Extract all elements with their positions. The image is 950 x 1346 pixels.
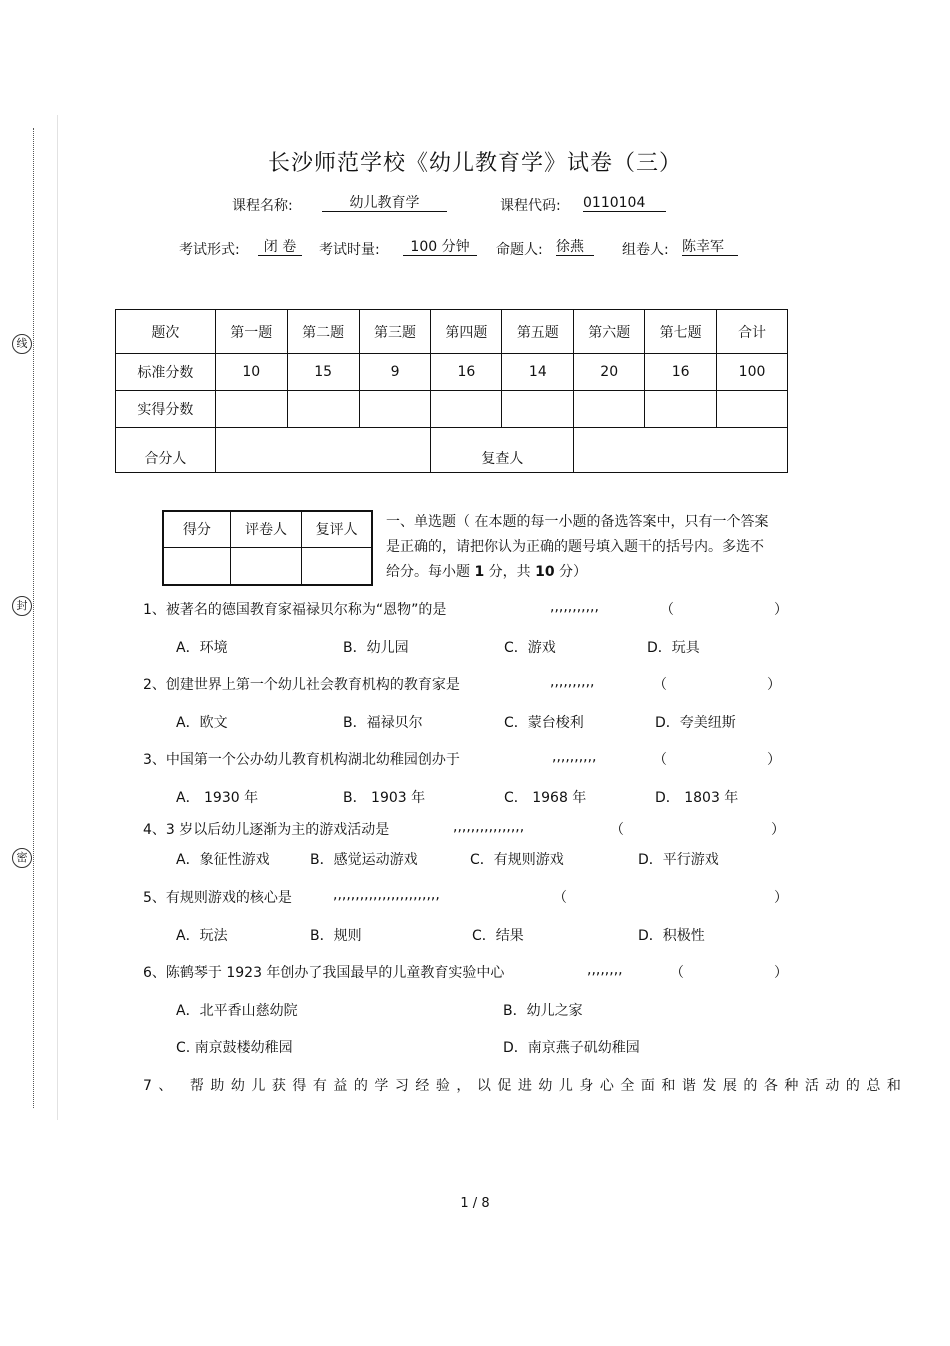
question-3-option-a[interactable]: A． 1930 年 [176, 790, 259, 806]
score-cell: 9 [359, 354, 431, 391]
section1-line3-pre: 给分。每小题 [386, 564, 475, 580]
exam-duration-label: 考试时量: [319, 242, 380, 258]
exam-form-field [258, 239, 302, 256]
question-1-stem: 1、被著名的德国教育家福禄贝尔称为“恩物”的是 [143, 602, 447, 618]
question-2-filler: ,,,,,,,,,, [550, 674, 595, 690]
header-cell: 第七题 [645, 310, 717, 354]
section1-line3-post: 分） [554, 564, 588, 580]
question-3-stem: 3、中国第一个公办幼儿教育机构湖北幼稚园创办于 [143, 752, 460, 768]
question-5-option-c[interactable]: C．结果 [472, 928, 524, 944]
header-cell: 第三题 [359, 310, 431, 354]
seal-mark-mi: 密 [12, 848, 32, 868]
reviewer-signature-cell[interactable] [574, 428, 788, 473]
seal-mark-feng: 封 [12, 596, 32, 616]
actual-score-row [116, 391, 788, 428]
question-2-answer-open: （ [653, 677, 667, 693]
course-code-field [583, 195, 666, 212]
exam-assembler-field [682, 239, 738, 256]
actual-score-cell[interactable] [574, 391, 645, 428]
grader-table [162, 510, 373, 586]
signature-row [116, 428, 788, 473]
question-3-option-d[interactable]: D． 1803 年 [655, 790, 739, 806]
course-code-label: 课程代码: [500, 198, 561, 214]
header-cell: 第二题 [287, 310, 359, 354]
grader-header-row [163, 511, 372, 547]
exam-assembler-label: 组卷人: [622, 242, 669, 258]
header-cell: 合计 [717, 310, 788, 354]
question-1-option-b[interactable]: B．幼儿园 [343, 640, 409, 656]
section1-line2: 是正确的，请把你认为正确的题号填入题干的括号内。多选不 [386, 539, 764, 555]
exam-setter-value: 徐燕 [556, 239, 594, 256]
question-6-option-a[interactable]: A．北平香山慈幼院 [176, 1003, 298, 1019]
question-4-answer-close: ） [771, 822, 785, 838]
question-1-answer-open: （ [660, 602, 674, 618]
section1-line1: 一、单选题（ 在本题的每一小题的备选答案中，只有一个答案 [386, 514, 769, 530]
score-table [115, 309, 788, 473]
question-5-option-a[interactable]: A．玩法 [176, 928, 228, 944]
score-cell: 10 [215, 354, 287, 391]
reviewer-label: 复查人 [431, 428, 574, 473]
question-2-option-a[interactable]: A．欧文 [176, 715, 228, 731]
course-name-label: 课程名称: [232, 198, 293, 214]
question-4-answer-open: （ [610, 822, 624, 838]
course-name-field [322, 195, 447, 212]
header-cell: 第六题 [574, 310, 645, 354]
header-cell: 第一题 [215, 310, 287, 354]
section1-line3 [386, 560, 806, 585]
actual-score-cell[interactable] [645, 391, 717, 428]
grader-input-cell[interactable] [302, 547, 372, 585]
seal-mark-xian: 线 [12, 334, 32, 354]
question-4-filler: ,,,,,,,,,,,,,,,, [453, 819, 525, 835]
score-cell: 15 [287, 354, 359, 391]
score-cell: 100 [717, 354, 788, 391]
question-3-answer-close: ） [767, 752, 781, 768]
grader-header-cell: 评卷人 [230, 511, 301, 547]
question-1-option-a[interactable]: A．环境 [176, 640, 228, 656]
question-1-answer-close: ） [774, 602, 788, 618]
question-2-stem: 2、创建世界上第一个幼儿社会教育机构的教育家是 [143, 677, 460, 693]
section1-instructions [386, 510, 806, 585]
grader-input-row [163, 547, 372, 585]
actual-score-cell[interactable] [215, 391, 287, 428]
row-label: 实得分数 [116, 391, 216, 428]
exam-setter-field [556, 239, 594, 256]
question-5-option-d[interactable]: D．积极性 [638, 928, 705, 944]
question-4-option-d[interactable]: D．平行游戏 [638, 852, 719, 868]
question-2-option-c[interactable]: C．蒙台梭利 [504, 715, 584, 731]
grader-header-cell: 得分 [163, 511, 230, 547]
standard-score-row [116, 354, 788, 391]
actual-score-cell[interactable] [717, 391, 788, 428]
exam-duration-value: 100 分钟 [403, 239, 477, 256]
section1-total-points: 10 [535, 564, 555, 580]
margin-line [57, 115, 58, 1120]
question-3-filler: ,,,,,,,,,, [552, 749, 597, 765]
course-name-value: 幼儿教育学 [322, 195, 447, 212]
combiner-signature-cell[interactable] [215, 428, 431, 473]
exam-duration-field [403, 239, 477, 256]
question-1-filler: ,,,,,,,,,,, [550, 599, 599, 615]
actual-score-cell[interactable] [431, 391, 502, 428]
score-cell: 16 [645, 354, 717, 391]
grader-input-cell[interactable] [163, 547, 230, 585]
question-6-filler: ,,,,,,,, [587, 962, 623, 978]
section1-line3-mid: 分，共 [484, 564, 536, 580]
question-4-option-a[interactable]: A．象征性游戏 [176, 852, 270, 868]
question-4-option-c[interactable]: C．有规则游戏 [470, 852, 564, 868]
score-table-header-row [116, 310, 788, 354]
score-cell: 14 [502, 354, 574, 391]
row-label: 标准分数 [116, 354, 216, 391]
score-cell: 20 [574, 354, 645, 391]
question-7-stem: 7、 帮助幼儿获得有益的学习经验，以促进幼儿身心全面和谐发展的各种活动的总和 [143, 1078, 908, 1094]
grader-input-cell[interactable] [230, 547, 301, 585]
actual-score-cell[interactable] [359, 391, 431, 428]
header-cell: 题次 [116, 310, 216, 354]
question-5-stem: 5、有规则游戏的核心是 [143, 890, 292, 906]
question-6-option-c[interactable]: C. 南京鼓楼幼稚园 [176, 1040, 293, 1056]
header-cell: 第四题 [431, 310, 502, 354]
question-6-option-b[interactable]: B．幼儿之家 [503, 1003, 583, 1019]
question-3-option-c[interactable]: C． 1968 年 [504, 790, 587, 806]
question-1-option-c[interactable]: C．游戏 [504, 640, 556, 656]
score-cell: 16 [431, 354, 502, 391]
exam-form-value: 闭 卷 [258, 239, 302, 256]
question-2-option-b[interactable]: B．福禄贝尔 [343, 715, 423, 731]
question-5-answer-close: ） [774, 890, 788, 906]
question-4-option-b[interactable]: B．感觉运动游戏 [310, 852, 418, 868]
question-5-answer-open: （ [553, 890, 567, 906]
question-2-answer-close: ） [767, 677, 781, 693]
header-cell: 第五题 [502, 310, 574, 354]
page-number: 1 / 8 [460, 1196, 490, 1211]
question-3-answer-open: （ [653, 752, 667, 768]
question-6-stem: 6、陈鹤琴于 1923 年创办了我国最早的儿童教育实验中心 [143, 965, 505, 981]
question-2-option-d[interactable]: D．夸美纽斯 [655, 715, 736, 731]
question-4-stem: 4、3 岁以后幼儿逐渐为主的游戏活动是 [143, 822, 390, 838]
section1-each-points: 1 [474, 564, 485, 580]
course-code-value: 0110104 [583, 195, 666, 212]
exam-setter-label: 命题人: [496, 242, 543, 258]
question-3-option-b[interactable]: B． 1903 年 [343, 790, 426, 806]
question-1-option-d[interactable]: D．玩具 [647, 640, 700, 656]
question-6-option-d[interactable]: D．南京燕子矶幼稚园 [503, 1040, 640, 1056]
exam-title: 长沙师范学校《幼儿教育学》试卷（三） [267, 151, 682, 176]
actual-score-cell[interactable] [287, 391, 359, 428]
question-6-answer-open: （ [670, 965, 684, 981]
combiner-label: 合分人 [116, 428, 216, 473]
question-6-answer-close: ） [774, 965, 788, 981]
question-5-filler: ,,,,,,,,,,,,,,,,,,,,,,,, [333, 887, 440, 903]
question-5-option-b[interactable]: B．规则 [310, 928, 362, 944]
binding-dotted-line [33, 128, 34, 1108]
exam-assembler-value: 陈幸军 [682, 239, 738, 256]
exam-form-label: 考试形式: [179, 242, 240, 258]
grader-header-cell: 复评人 [302, 511, 372, 547]
actual-score-cell[interactable] [502, 391, 574, 428]
